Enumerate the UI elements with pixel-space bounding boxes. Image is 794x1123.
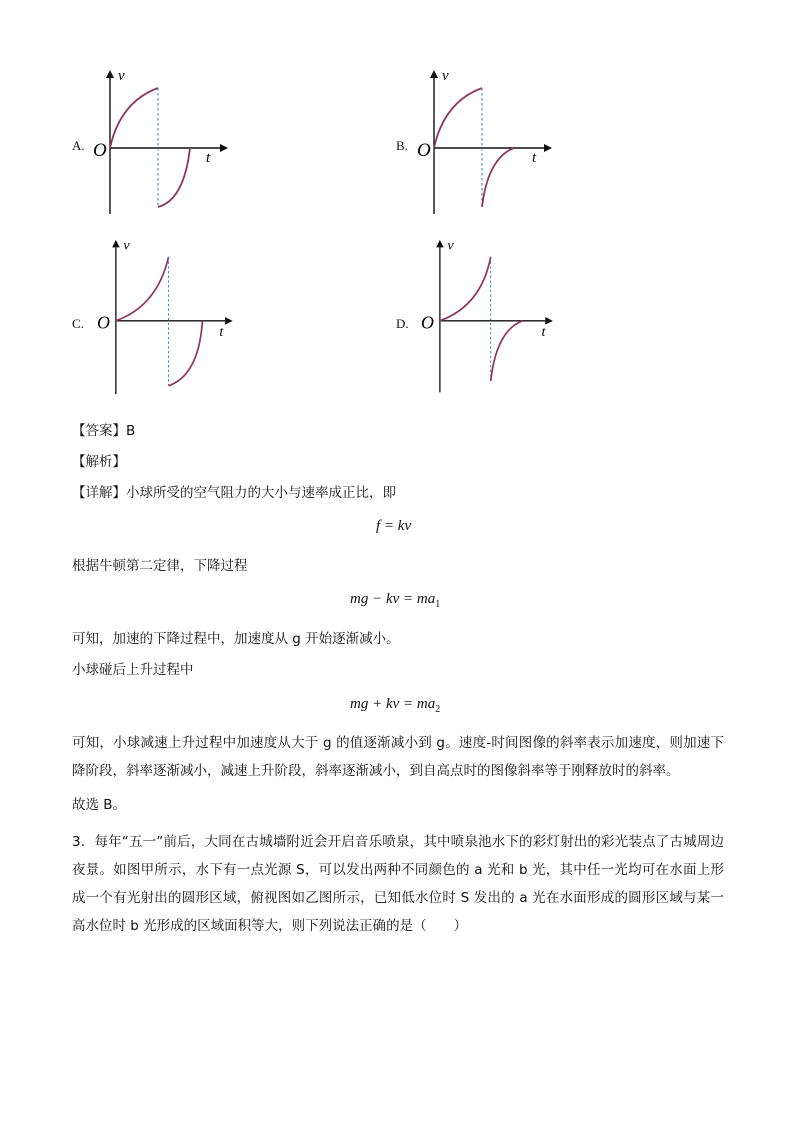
option-a-label: A. [72, 138, 85, 153]
t-label: t [206, 150, 211, 166]
equation-ascent: mg + kv = $ma_2$ [350, 696, 441, 715]
velocity-curve-falling [116, 257, 169, 321]
v-axis-arrow-icon [436, 240, 444, 248]
velocity-curve-falling [440, 257, 491, 321]
t-label: t [541, 323, 546, 340]
newton-line: 根据牛顿第二定律，下降过程 [72, 558, 248, 574]
t-axis-arrow-icon [545, 317, 553, 325]
option-b-label: B. [396, 138, 408, 153]
option-b-graph[interactable] [412, 62, 592, 222]
velocity-curve-falling [434, 88, 482, 148]
v-axis-arrow-icon [430, 70, 438, 78]
answer-value: B [126, 423, 136, 439]
answer-line [72, 421, 135, 441]
velocity-curve-rising [169, 321, 203, 386]
option-d-label: D. [396, 316, 409, 331]
detail-tag: 【详解】 [72, 485, 126, 501]
option-d-graph[interactable] [412, 238, 592, 398]
velocity-curve-rising [491, 321, 523, 381]
option-c-label: C. [72, 316, 84, 331]
analysis-tag: 【解析】 [72, 454, 126, 470]
ascent-analysis: 可知，小球减速上升过程中加速度从大于 g 的值逐渐减小到 g。速度-时间图像的斜率表示加速度，则加速下降阶段，斜率逐渐减小，减速上升阶段，斜率逐渐减小，到自高点时的图像斜率等于刚释放时的斜率。 [72, 735, 724, 779]
v-label: v [123, 237, 130, 254]
v-axis-arrow-icon [112, 240, 120, 248]
origin-label: O [417, 140, 431, 161]
option-a-graph[interactable] [88, 62, 268, 222]
v-label: v [447, 237, 454, 254]
velocity-curve-rising [158, 148, 190, 207]
velocity-curve-falling [110, 88, 158, 148]
answer-tag: 【答案】 [72, 423, 126, 439]
t-axis-arrow-icon [544, 144, 552, 152]
v-label: v [442, 68, 449, 84]
t-axis-arrow-icon [220, 144, 228, 152]
conclusion: 故选 B。 [72, 797, 127, 813]
detail-line [72, 483, 396, 503]
detail-text: 小球所受的空气阻力的大小与速率成正比，即 [126, 485, 396, 501]
t-label: t [219, 323, 224, 340]
equation-descent: mg − kv = $ma_1$ [350, 591, 441, 610]
origin-label: O [93, 140, 107, 161]
option-c-graph[interactable] [88, 238, 268, 398]
v-label: v [118, 68, 125, 84]
descent-conclusion: 可知，加速的下降过程中，加速度从 g 开始逐渐减小。 [72, 631, 400, 647]
velocity-curve-rising [482, 148, 514, 207]
t-label: t [532, 150, 537, 166]
equation-drag: f = kv [376, 518, 412, 534]
v-axis-arrow-icon [106, 70, 114, 78]
origin-label: O [97, 312, 110, 333]
question-3: 3．每年“五一”前后，大同在古城墙附近会开启音乐喷泉，其中喷泉池水下的彩灯射出的彩光装点了古城周边夜景。如图甲所示，水下有一点光源 S，可以发出两种不同颜色的 a 光和 b 光，其中任一光均可在水面上形成一个有光射出的圆形区域，俯视图如乙图所示，已知低水位时 S 发出的 a 光在水面形成的圆形区域与某一高水位时 b 光形成的区域面积等大，则下列说法正确的是（ ） [72, 834, 724, 934]
origin-label: O [421, 312, 434, 333]
t-axis-arrow-icon [225, 317, 233, 325]
ascent-intro: 小球碰后上升过程中 [72, 662, 194, 678]
